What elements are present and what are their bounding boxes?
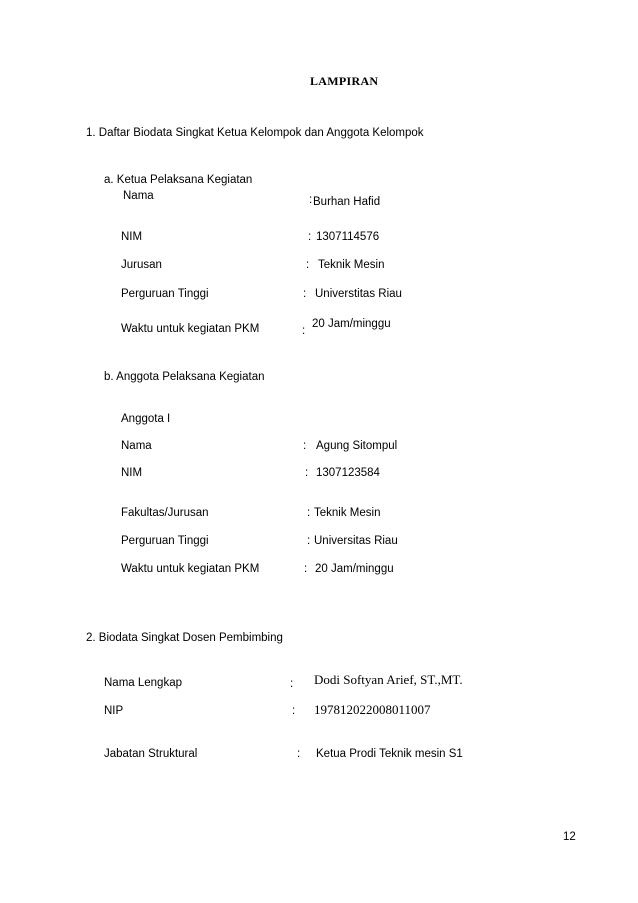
dosen-jabatan-value: Ketua Prodi Teknik mesin S1 (316, 748, 463, 760)
ketua-nim-label: NIM (121, 231, 143, 243)
ketua-jurusan-label: Jurusan (121, 259, 162, 271)
dosen-jabatan-label: Jabatan Struktural (104, 748, 198, 760)
anggota-nim-value: 1307123584 (316, 467, 380, 479)
anggota-nim-colon: : (305, 467, 309, 479)
ketua-nim-colon: : (308, 231, 312, 243)
anggota-waktu-value: 20 Jam/minggu (315, 563, 394, 575)
section-1-heading: 1. Daftar Biodata Singkat Ketua Kelompok dan Anggota Kelompok (86, 127, 424, 139)
anggota-waktu-label: Waktu untuk kegiatan PKM (121, 563, 260, 575)
dosen-nama-value: Dodi Softyan Arief, ST.,MT. (314, 672, 463, 687)
page-number: 12 (563, 831, 576, 843)
anggota-waktu-colon: : (304, 563, 308, 575)
dosen-nip-colon: : (292, 705, 296, 717)
page-title: LAMPIRAN (310, 74, 379, 88)
anggota-subheading: Anggota I (121, 413, 171, 425)
anggota-pt-label: Perguruan Tinggi (121, 535, 209, 547)
ketua-waktu-colon: : (302, 325, 306, 337)
anggota-nim-label: NIM (121, 467, 143, 479)
ketua-pt-colon: : (303, 288, 307, 300)
ketua-heading: a. Ketua Pelaksana Kegiatan (104, 174, 253, 186)
ketua-pt-value: Universtitas Riau (315, 288, 402, 300)
anggota-nama-label: Nama (121, 440, 152, 452)
section-2-heading: 2. Biodata Singkat Dosen Pembimbing (86, 632, 283, 644)
anggota-pt-value: Universitas Riau (314, 535, 398, 547)
anggota-fakultas-value: Teknik Mesin (314, 507, 381, 519)
ketua-nim-value: 1307114576 (316, 231, 380, 243)
ketua-waktu-label: Waktu untuk kegiatan PKM (121, 323, 260, 335)
ketua-nama-label: Nama (123, 190, 154, 202)
ketua-pt-label: Perguruan Tinggi (121, 288, 209, 300)
anggota-fakultas-colon: : (307, 507, 311, 519)
ketua-nama-value: Burhan Hafid (313, 196, 381, 208)
anggota-nama-value: Agung Sitompul (316, 440, 398, 452)
ketua-nama-colon: : (309, 194, 313, 206)
dosen-jabatan-colon: : (297, 748, 301, 760)
dosen-nama-label: Nama Lengkap (104, 677, 182, 689)
ketua-jurusan-colon: : (306, 259, 310, 271)
anggota-heading: b. Anggota Pelaksana Kegiatan (104, 371, 265, 383)
ketua-jurusan-value: Teknik Mesin (318, 259, 385, 271)
anggota-pt-colon: : (307, 535, 311, 547)
anggota-nama-colon: : (303, 440, 307, 452)
anggota-fakultas-label: Fakultas/Jurusan (121, 507, 209, 519)
dosen-nama-colon: : (290, 678, 294, 690)
ketua-waktu-value: 20 Jam/minggu (312, 318, 391, 330)
dosen-nip-value: 197812022008011007 (314, 702, 431, 717)
dosen-nip-label: NIP (104, 705, 124, 717)
